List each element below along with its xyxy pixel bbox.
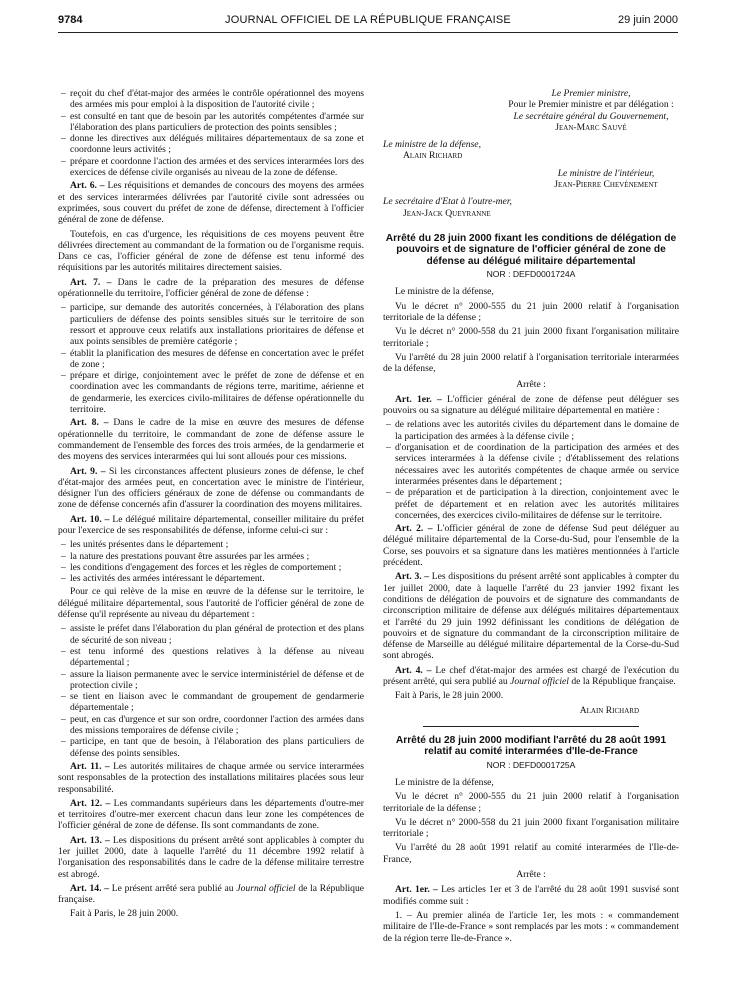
list-item: – prépare et coordonne l'action des armées et des services interarmées lors des exercices de défense civile organisés au niveau de la zone de défense. <box>58 156 364 179</box>
list-item: – reçoit du chef d'état-major des armées le contrôle opérationnel des moyens des armées mis pour emploi à la disposition de l'autorité civile ; <box>58 88 364 111</box>
article-13 <box>58 835 364 880</box>
article-label: Art. 3. – <box>395 571 430 583</box>
journal-title: JOURNAL OFFICIEL DE LA RÉPUBLIQUE FRANÇAISE <box>225 14 511 26</box>
list-item: – les activités des armées intéressant le département. <box>58 573 364 584</box>
list-item: – les conditions d'engagement des forces et les règles de comportement ; <box>58 562 364 573</box>
article-1 <box>383 884 679 907</box>
signatory-title: Le ministre de la défense, <box>383 139 481 151</box>
section-divider <box>423 726 639 727</box>
article-text: Le présent arrêté sera publié au <box>111 882 234 894</box>
arrete-heading: Arrête : <box>516 378 546 390</box>
article-4 <box>383 665 679 688</box>
lead-list <box>58 88 364 178</box>
signatory-name: Jean-Jack Queyranne <box>403 207 491 219</box>
decree-title: Arrêté du 28 juin 2000 modifiant l'arrêté du 28 août 1991 relatif au comité interarmées d'Ile-de-France <box>395 734 667 758</box>
signature-block-defense <box>383 139 679 162</box>
article-label: Art. 13. – <box>70 834 110 846</box>
article-10 <box>58 514 364 537</box>
article-7 <box>58 277 364 300</box>
done-at: Fait à Paris, le 28 juin 2000. <box>395 690 504 702</box>
list-item: – participe, en tant que de besoin, à l'élaboration des plans particuliers de défense des points sensibles. <box>58 736 364 759</box>
visa: Vu l'arrêté du 28 juin 2000 relatif à l'organisation territoriale interarmées de la défense, <box>383 351 679 375</box>
article-6-p2: Toutefois, en cas d'urgence, les réquisitions de ces moyens peuvent être délivrées directement au commandant de la formation ou de l'organisme requis. Dans ce cas, l'officier général de zone de défense est tenu informé des réquisitions par les autorités militaires directement saisies. <box>58 228 364 274</box>
list-item: – prépare et dirige, conjointement avec le préfet de zone de défense et en coordination avec les commandants de régions terre, maritime, aérienne et de gendarmerie, les exercices civilo-militaires de défense opérationnelle du territoire. <box>58 370 364 415</box>
signatory-title: Le Premier ministre, <box>551 88 631 99</box>
article-text: Les articles 1er et 3 de l'arrêté du 28 août 1991 susvisé sont modifiés comme suit : <box>383 884 679 907</box>
list-item: – d'organisation et de coordination de la participation des armées et des services interarmées à la défense civile ; d'établissement des relations nécessaires avec les autorités compétentes de chaque armée ou service interarmées présentes dans le département ; <box>383 442 679 487</box>
signature-block-overseas <box>383 196 679 219</box>
list-item: – établit la planification des mesures de défense en concertation avec le préfet de zone ; <box>58 348 364 371</box>
article-14 <box>58 883 364 906</box>
right-column <box>383 88 679 947</box>
signature-block-pm <box>383 88 679 133</box>
article-text: L'officier général de zone de défense Sud peut déléguer au délégué militaire départemental de la Corse-du-Sud, pour l'ensemble de la Corse, ses pouvoirs et sa signature dans les matières mentionnées à l'article précédent. <box>383 523 679 569</box>
article-text: Si les circonstances affectent plusieurs zones de défense, le chef d'état-major des armées peut, en concertation avec le ministre de l'intérieur, désigner l'un des officiers généraux de zone de défense ou commandants de zone de défense concernés afin d'assurer la coordination des moyens militaires. <box>58 465 364 511</box>
article-text: Les dispositions du présent arrêté sont applicables à compter du 1er juillet 2000, date à laquelle l'arrêté du 11 décembre 1992 relatif à l'organisation des responsabilités dans le cadre de la défense militaire terrestre est abrogé. <box>58 834 364 880</box>
article-6 <box>58 180 364 225</box>
minister-line: Le ministre de la défense, <box>395 286 494 298</box>
article-label: Art. 10. – <box>70 513 110 525</box>
article-label: Art. 6. – <box>70 180 105 192</box>
done-at: Fait à Paris, le 28 juin 2000. <box>70 908 179 920</box>
signatory-name: Jean-Marc Sauvé <box>555 121 627 133</box>
signatory-name: Alain Richard <box>579 704 639 716</box>
minister-line: Le ministre de la défense, <box>395 776 494 788</box>
article-text: L'officier général de zone de défense peut déléguer ses pouvoirs ou sa signature au délégué militaire départemental en matière : <box>383 393 679 417</box>
list-item: – de préparation et de participation à la direction, conjointement avec le préfet de département et en relation avec les autorités militaires concernées, des exercices civilo-militaires de défense sur le territoire. <box>383 487 679 521</box>
article-label: Art. 9. – <box>70 465 106 477</box>
article-10-list <box>58 539 364 584</box>
nor-reference: NOR : DEFD0001725A <box>486 759 576 770</box>
article-7-list <box>58 302 364 415</box>
journal-name: Journal officiel <box>236 882 296 894</box>
list-item: – peut, en cas d'urgence et sur son ordre, coordonner l'action des armées dans des missions temporaires de défense civile ; <box>58 714 364 737</box>
article-label: Art. 14. – <box>70 882 110 894</box>
article-1 <box>383 394 679 417</box>
article-10-list-2 <box>58 623 364 759</box>
list-item: – les unités présentes dans le département ; <box>58 539 364 550</box>
visa: Vu le décret n° 2000-558 du 21 juin 2000 fixant l'organisation militaire territoriale ; <box>383 816 679 840</box>
article-text: Les autorités militaires de chaque armée ou service interarmées sont responsables de la protection des installations militaires placées sous leur responsabilité. <box>58 760 365 795</box>
article-label: Art. 12. – <box>70 797 111 809</box>
article-8 <box>58 417 364 462</box>
page-number: 9784 <box>58 14 83 26</box>
article-text: de la République française. <box>571 675 676 687</box>
signatory-title: Le secrétaire d'Etat à l'outre-mer, <box>383 196 512 208</box>
article-label: Art. 1er. – <box>395 393 442 405</box>
article-text: Dans le cadre de la préparation des mesures de défense opérationnelle du territoire, l'officier général de zone de défense : <box>58 276 364 300</box>
delegation-line: Pour le Premier ministre et par délégation : <box>508 99 674 111</box>
article-text: Le délégué militaire départemental, conseiller militaire du préfet pour l'exercice de ses responsabilités de défense, informe celui-ci sur : <box>58 513 364 536</box>
article-label: Art. 7. – <box>70 276 112 288</box>
article-2 <box>383 523 679 568</box>
list-item: – assure la liaison permanente avec le service interministériel de défense et de protection civile ; <box>58 669 364 692</box>
article-label: Art. 4. – <box>395 664 432 676</box>
article-11 <box>58 761 364 795</box>
left-column <box>58 88 364 923</box>
page-header <box>58 12 678 33</box>
signature-block-interior <box>383 168 679 191</box>
signatory-title: Le secrétaire général du Gouvernement, <box>513 110 669 122</box>
article-text: de la République française. <box>58 882 365 906</box>
decree-title: Arrêté du 28 juin 2000 fixant les conditions de délégation de pouvoirs et de signature de l'officier général de zone de défense au délégué militaire départemental <box>385 232 677 267</box>
issue-date: 29 juin 2000 <box>618 14 678 26</box>
article-label: Art. 2. – <box>395 523 433 535</box>
list-item: – la nature des prestations pouvant être assurées par les armées ; <box>58 551 364 562</box>
article-label: Art. 1er. – <box>395 884 438 896</box>
list-item: – se tient en liaison avec le commandant de groupement de gendarmerie départementale ; <box>58 691 364 714</box>
visa: Vu le décret n° 2000-558 du 21 juin 2000 fixant l'organisation militaire territoriale ; <box>383 326 679 349</box>
list-item: – assiste le préfet dans l'élaboration du plan général de protection et des plans de sécurité de son niveau ; <box>58 623 364 646</box>
article-9 <box>58 466 364 511</box>
visa: Vu le décret n° 2000-555 du 21 juin 2000 relatif à l'organisation territoriale de la défense ; <box>383 791 679 814</box>
paragraph-1: 1. – Au premier alinéa de l'article 1er, les mots : « commandement militaire de l'Ile-de-France » sont remplacés par les mots : « commandement de la région terre Ile-de-France ». <box>383 909 679 944</box>
list-item: – donne les directives aux délégués militaires départementaux de sa zone et coordonne leurs activités ; <box>58 133 364 156</box>
arrete-heading: Arrête : <box>516 869 546 881</box>
journal-name: Journal officiel <box>510 675 569 687</box>
list-item: – de relations avec les autorités civiles du département dans le domaine de la participation des armées à la défense civile ; <box>383 419 679 442</box>
article-label: Art. 11. – <box>70 760 110 772</box>
article-label: Art. 8. – <box>70 417 109 429</box>
nor-reference: NOR : DEFD0001724A <box>486 269 576 280</box>
article-text: Dans le cadre de la mise en œuvre des mesures de défense opérationnelle du territoire, le commandant de zone de défense assure le commandement de l'ensemble des forces des trois armées, de la gendarmerie et des moyens des services interarmées qui lui sont alloués pour ces missions. <box>58 417 364 463</box>
article-12 <box>58 798 364 832</box>
list-item: – est tenu informé des questions relatives à la défense au niveau départemental ; <box>58 646 364 669</box>
signatory-name: Jean-Pierre Chevènement <box>554 179 658 191</box>
signatory-title: Le ministre de l'intérieur, <box>557 167 655 179</box>
article-text: Les dispositions du présent arrêté sont applicables à compter du 1er juillet 2000, date à laquelle l'arrêté du 23 janvier 1992 fixant les conditions de délégation de pouvoirs et de signature des commandants de circonscription militaire de défense aux délégués militaires départementaux et l'arrêté du 29 juin 1992 définissant les conditions de délégation de pouvoirs et de signature du commandant de la circonscription militaire de défense de Marseille au délégué militaire départemental de la Corse-du-Sud sont abrogés. <box>383 571 680 662</box>
article-text: Le chef d'état-major des armées est chargé de l'exécution du présent arrêté, qui sera publié au <box>383 664 679 687</box>
article-1-list <box>383 419 679 521</box>
list-item: – est consulté en tant que de besoin par les autorités compétentes d'armée sur l'élaboration des plans particuliers de protection des points sensibles ; <box>58 111 364 134</box>
visa: Vu l'arrêté du 28 août 1991 relatif au comité interarmées de l'Ile-de-France, <box>383 842 679 865</box>
article-text: Les commandants supérieurs dans les départements d'outre-mer et territoires d'outre-mer exercent chacun dans leur zone les compétences de l'officier général de zone de défense. Ils sont commandants de zone. <box>58 797 364 832</box>
signatory-name: Alain Richard <box>403 150 463 162</box>
list-item: – participe, sur demande des autorités concernées, à l'élaboration des plans particuliers de défense des points sensibles situés sur le territoire de son ressort et approuve ceux relatifs aux installations prioritaires de défense et aux points sensibles de première catégorie ; <box>58 302 364 347</box>
visa: Vu le décret n° 2000-555 du 21 juin 2000 relatif à l'organisation territoriale de la défense ; <box>383 300 679 324</box>
article-3 <box>383 571 679 661</box>
article-text: Les réquisitions et demandes de concours des moyens des armées et des services interarmées délivrées par l'autorité civile sont adressées ou exprimées, sous couvert du préfet de zone de défense, directement à l'officier général de zone de défense. <box>58 180 364 226</box>
article-10-p2: Pour ce qui relève de la mise en œuvre de la défense sur le territoire, le délégué militaire départemental, sous l'autorité de l'officier général de zone de défense qu'il représente au niveau du département : <box>58 586 364 621</box>
